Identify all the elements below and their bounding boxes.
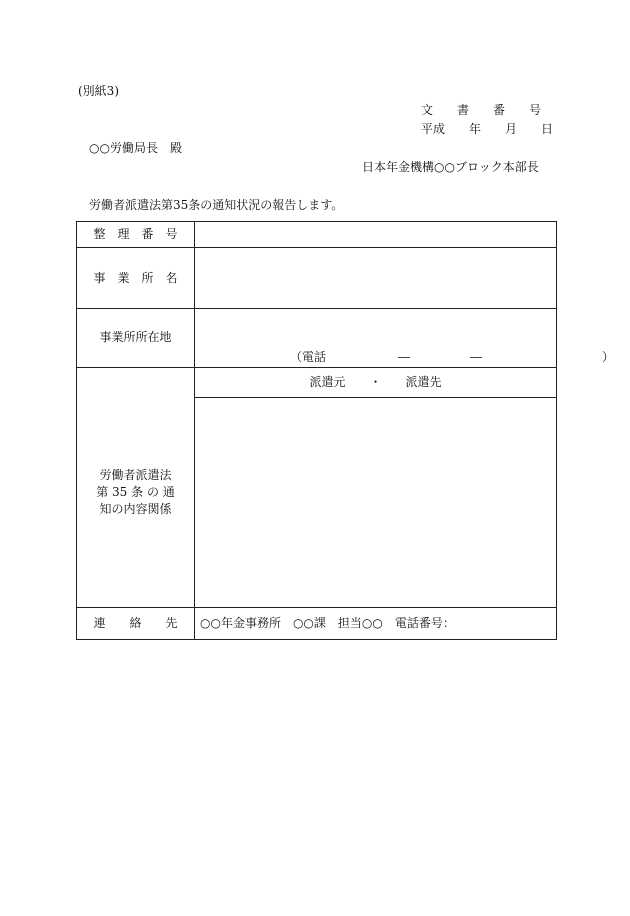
notice-label-line: 労働者派遣法 [99,468,172,482]
addressee: ○○労働局長 殿 [89,141,182,155]
notice-label-line: 第 35 条 の 通 [96,485,175,499]
office-address-label: 事業所所在地 [99,330,172,344]
attachment-label: (別紙3) [78,84,119,98]
office-name-label: 事 業 所 名 [93,270,178,285]
contact-value: ○○年金事務所 ○○課 担当○○ 電話番号： [200,616,455,630]
reference-number-label: 整 理 番 号 [93,227,178,241]
row-divider [194,397,557,398]
intro-text: 労働者派遣法第35条の通知状況の報告します。 [89,198,344,212]
column-divider [194,221,195,640]
table-border [76,639,557,640]
document-number-label: 文 書 番 号 [421,103,542,117]
notice-content-label [77,368,194,607]
table-border [556,221,557,640]
notice-label-line: 知の内容関係 [99,502,172,516]
phone-field: （電話 ― ― ） [290,350,615,364]
sender: 日本年金機構○○ブロック本部長 [362,160,539,174]
dispatch-header: 派遣元 ・ 派遣先 [309,375,442,389]
date-label: 平成 年 月 日 [421,122,554,136]
contact-label: 連 絡 先 [93,616,178,630]
